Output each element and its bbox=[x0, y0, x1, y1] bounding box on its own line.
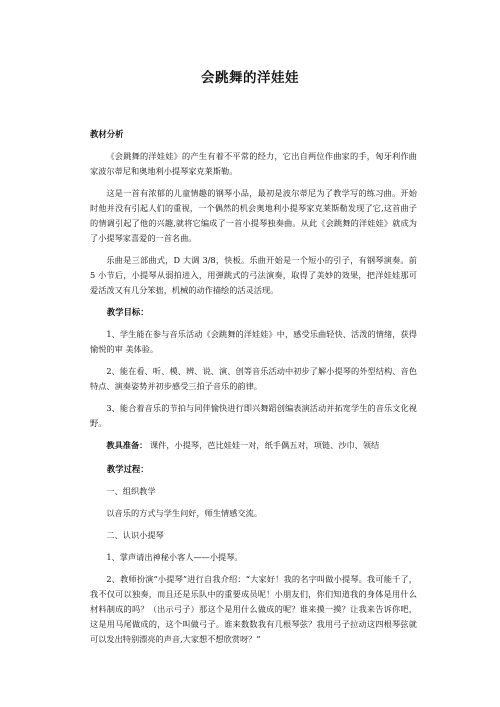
goal-3: 3、能合着音乐的节拍与同伴愉快进行即兴舞蹈创编表演活动并拓宽学生的音乐文化视野。 bbox=[90, 403, 417, 428]
step-1-heading: 一、组织教学 bbox=[106, 486, 156, 496]
step-1-text: 以音乐的方式与学生问好，师生情感交流。 bbox=[106, 508, 262, 518]
step-2-item-1: 1、掌声请出神秘小客人——小提琴。 bbox=[106, 552, 243, 562]
materials-paragraph bbox=[90, 438, 417, 453]
analysis-paragraph-3: 乐曲是三部曲式，D 大调 3/8，快板。乐曲开始是一个短小的引子，有钢琴演奏。前 5 小节后，小提琴从弱拍进入，用弹跳式的弓法演奏，取得了美妙的效果，把洋娃娃那可爱活泼又有几分笨拙，机械的动作描绘的活灵活现。 bbox=[90, 255, 417, 295]
document-title: 会跳舞的洋娃娃 bbox=[201, 70, 299, 86]
analysis-heading: 教材分析 bbox=[90, 129, 124, 139]
step-2-item-2: 2、教师扮演“小提琴”进行自我介绍：“大家好！我的名字叫做小提琴。我可能千了，我不仅可以独奏，而且还是乐队中的重要成员呢！小朋友们，你们知道我的身体是用什么材料制成的吗？（出示弓子）那这个是用什么做成的呢？谁来摸一摸？让我来告诉你吧，这是用马尾做成的，这个叫做弓子。谁来数数我有几根琴弦？我用弓子拉动这四根琴弦就可以发出特别漂亮的声音,大家想不想欣赏呀？” bbox=[90, 574, 417, 644]
goals-heading: 教学目标： bbox=[106, 307, 149, 317]
materials-text: 课件，小提琴，芭比娃娃一对，纸手偶五对，项链、沙巾、领结 bbox=[147, 440, 380, 450]
analysis-paragraph-2: 这是一首有浓郁的儿童情趣的钢琴小品，最初是波尔蒂尼为了教学写的练习曲。开始时他并没有引起人们的重视，一个偶然的机会奥地利小提琴家克莱斯勒发现了它,这首曲子的情调引起了他的兴趣,就将它编成了一首小提琴独奏曲。从此《会跳舞的洋娃娃》就成为了小提琴家喜爱的一首名曲。 bbox=[90, 188, 417, 243]
materials-label: 教具准备： bbox=[106, 440, 148, 450]
document-body bbox=[90, 127, 417, 647]
analysis-paragraph-1: 《会跳舞的洋娃娃》的产生有着不平常的经力，它出自两位作曲家的手，匈牙利作曲家波尔蒂尼和奥地利小提琴家克莱斯勒。 bbox=[90, 151, 417, 176]
goal-1: 1、学生能在参与音乐活动《会跳舞的洋娃娃》中，感受乐曲轻快、活泼的情绪，获得愉悦的审 美体验。 bbox=[90, 329, 417, 354]
step-2-heading: 二、认识小提琴 bbox=[106, 530, 164, 540]
goal-2: 2、能在看、听、模、辨、说、演、创等音乐活动中初步了解小提琴的外型结构、音色特点、演奏姿势并初步感受三拍子音乐的韵律。 bbox=[90, 366, 417, 391]
process-heading: 教学过程： bbox=[106, 464, 149, 474]
